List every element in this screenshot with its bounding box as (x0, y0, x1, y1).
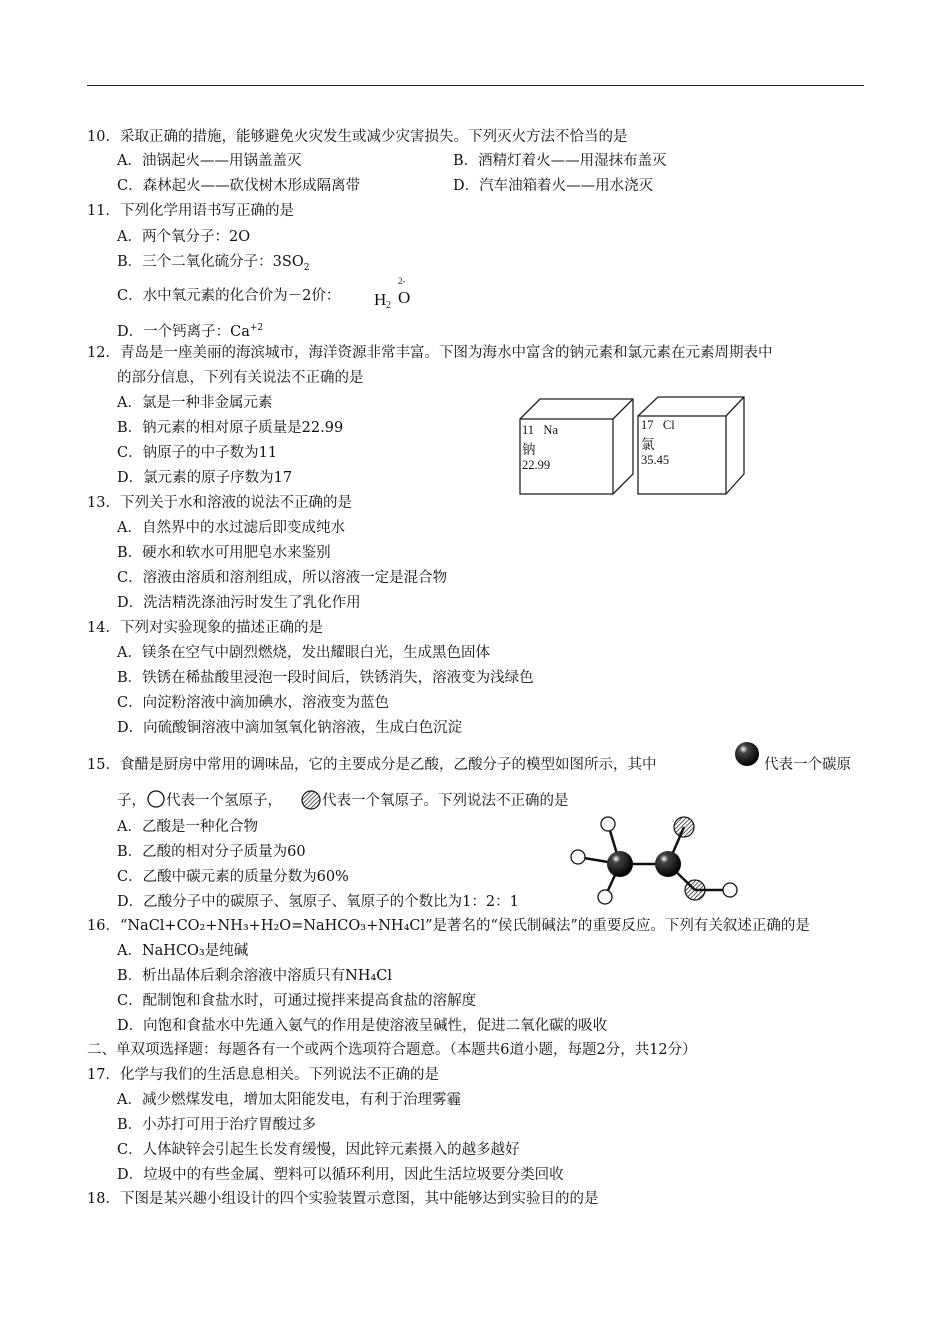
periodic-table-tiles (515, 394, 745, 499)
question-18-stem: 18．下图是某兴趣小组设计的四个实验装置示意图，其中能够达到实验目的的是 (87, 1191, 599, 1207)
question-11-option-c: C．水中氧元素的化合价为－2价： (117, 288, 341, 304)
question-10-option-c: C．森林起火——砍伐树木形成隔离带 (117, 178, 361, 194)
question-13-option-b: B．硬水和软水可用肥皂水来鉴别 (117, 545, 331, 561)
acetic-acid-molecule-model (560, 812, 750, 912)
question-14-option-a: A．镁条在空气中剧烈燃烧，发出耀眼白光，生成黑色固体 (117, 645, 490, 661)
chlorine-mass: 35.45 (641, 453, 670, 467)
question-15-stem-line-2a: 子， (117, 793, 146, 809)
sodium-name: 钠 (522, 442, 536, 457)
question-16-option-d: D．向饱和食盐水中先通入氨气的作用是使溶液呈碱性，促进二氧化碳的吸收 (117, 1018, 608, 1034)
sodium-atomic-number: 11 (522, 423, 535, 437)
question-14-option-d: D．向硫酸铜溶液中滴加氢氧化钠溶液，生成白色沉淀 (117, 720, 463, 736)
hydrogen-atom-icon (146, 789, 166, 809)
sodium-tile (522, 423, 558, 473)
question-12-stem-line-1: 12．青岛是一座美丽的海滨城市，海洋资源非常丰富。下图为海水中富含的钠元素和氯元素在元素周期表中 (87, 345, 773, 361)
water-oxidation-formula: H 2 O 2- (374, 276, 411, 311)
oxygen-atom-icon (300, 789, 322, 811)
question-17-stem: 17．化学与我们的生活息息相关。下列说法不正确的是 (87, 1067, 439, 1083)
question-10-option-d: D．汽车油箱着火——用水浇灭 (453, 178, 654, 194)
question-12-option-c: C．钠原子的中子数为11 (117, 445, 278, 461)
question-12-option-a: A．氯是一种非金属元素 (117, 395, 273, 411)
question-11-option-d: D．一个钙离子：$Ca^{+2}$ (117, 323, 264, 340)
header-rule (87, 85, 864, 86)
chlorine-atomic-number: 17 (641, 418, 654, 432)
question-12-option-d: D．氯元素的原子序数为17 (117, 470, 293, 486)
question-17-option-c: C．人体缺锌会引起生长发育缓慢，因此锌元素摄入的越多越好 (117, 1142, 520, 1158)
question-15-option-c: C．乙酸中碳元素的质量分数为60% (117, 869, 349, 885)
question-10-stem: 10．采取正确的措施，能够避免火灾发生或减少灾害损失。下列灭火方法不恰当的是 (87, 129, 628, 145)
question-11-option-a: A．两个氧分子：2O (117, 229, 251, 245)
question-16-stem: 16．“NaCl+CO₂+NH₃+H₂O=NaHCO₃+NH₄Cl”是著名的“侯氏制碱法”的重要反应。下列有关叙述正确的是 (87, 918, 810, 934)
question-15-option-b: B．乙酸的相对分子质量为60 (117, 844, 306, 860)
carbon-atom-icon (733, 740, 761, 768)
question-13-option-d: D．洗洁精洗涤油污时发生了乳化作用 (117, 595, 361, 611)
question-16-option-c: C．配制饱和食盐水时，可通过搅拌来提高食盐的溶解度 (117, 993, 477, 1009)
question-15-stem-line-1a: 15．食醋是厨房中常用的调味品，它的主要成分是乙酸，乙酸分子的模型如图所示，其中 (87, 757, 657, 773)
sodium-mass: 22.99 (522, 458, 551, 472)
question-15-stem-line-2b: 代表一个氢原子， (166, 793, 282, 809)
question-14-option-c: C．向淀粉溶液中滴加碘水，溶液变为蓝色 (117, 695, 390, 711)
question-13-option-a: A．自然界中的水过滤后即变成纯水 (117, 520, 345, 536)
question-17-option-d: D．垃圾中的有些金属、塑料可以循环利用，因此生活垃圾要分类回收 (117, 1167, 564, 1183)
question-12-option-b: B．钠元素的相对原子质量是22.99 (117, 420, 344, 436)
question-15-stem-line-2c: 代表一个氧原子。下列说法不正确的是 (322, 793, 569, 809)
question-17-option-b: B．小苏打可用于治疗胃酸过多 (117, 1117, 317, 1133)
question-15-option-a: A．乙酸是一种化合物 (117, 819, 258, 835)
question-11-option-b: B．三个二氧化硫分子：$3SO_2$ (117, 254, 310, 273)
question-17-option-a: A．减少燃煤发电，增加太阳能发电，有利于治理雾霾 (117, 1092, 461, 1108)
question-15-option-d: D．乙酸分子中的碳原子、氢原子、氧原子的个数比为1：2：1 (117, 894, 519, 910)
question-14-option-b: B．铁锈在稀盐酸里浸泡一段时间后，铁锈消失，溶液变为浅绿色 (117, 670, 534, 686)
chlorine-name: 氯 (641, 437, 655, 452)
question-10-option-b: B．酒精灯着火——用湿抹布盖灭 (453, 153, 667, 169)
question-12-stem-line-2: 的部分信息，下列有关说法不正确的是 (117, 370, 364, 386)
question-15-stem-line-1b: 代表一个碳原 (764, 757, 851, 773)
question-14-stem: 14．下列对实验现象的描述正确的是 (87, 620, 323, 636)
sodium-symbol: Na (543, 423, 558, 437)
question-16-option-b: B．析出晶体后剩余溶液中溶质只有NH₄Cl (117, 968, 393, 984)
chlorine-symbol: Cl (662, 418, 675, 432)
question-13-option-c: C．溶液由溶质和溶剂组成，所以溶液一定是混合物 (117, 570, 448, 586)
question-16-option-a: A．NaHCO₃是纯碱 (117, 943, 249, 959)
question-13-stem: 13．下列关于水和溶液的说法不正确的是 (87, 495, 352, 511)
section-2-heading: 二、单双项选择题：每题各有一个或两个选项符合题意。（本题共6道小题，每题2分，共12分） (87, 1042, 697, 1058)
question-10-option-a: A．油锅起火——用锅盖盖灭 (117, 153, 302, 169)
chlorine-tile (641, 418, 675, 468)
question-11-stem: 11．下列化学用语书写正确的是 (87, 203, 294, 219)
